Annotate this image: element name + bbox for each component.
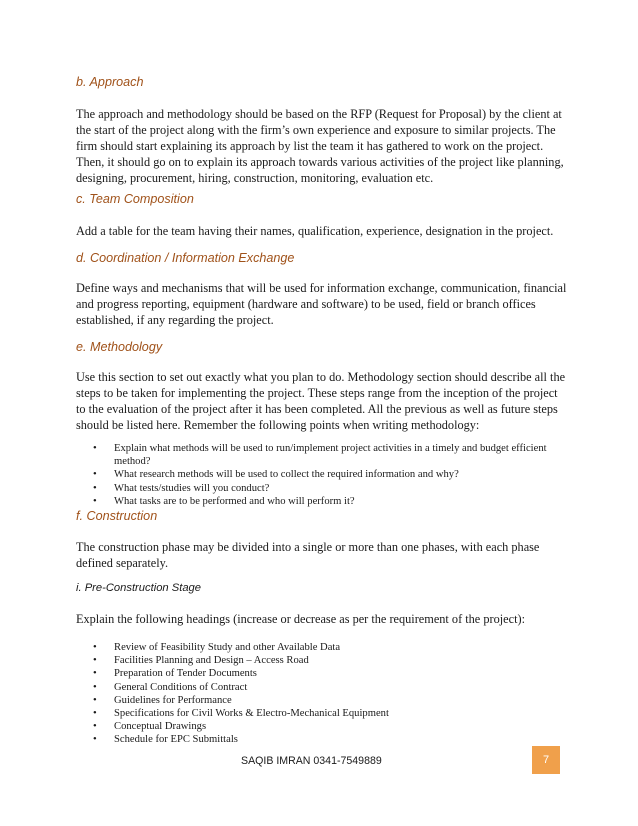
list-item: • What research methods will be used to collect the required information and why?: [76, 468, 568, 481]
heading-coordination: d. Coordination / Information Exchange: [76, 251, 295, 265]
methodology-bullet-list: [76, 442, 568, 508]
heading-construction: f. Construction: [76, 509, 158, 523]
paragraph-pre-construction: Explain the following headings (increase or decrease as per the requirement of the project):: [76, 612, 525, 626]
paragraph-coordination: Define ways and mechanisms that will be used for information exchange, communication, financial and progress reporting, equipment (hardware and software) to be used, field or branch offices established, if any regarding the project.: [76, 281, 567, 327]
list-item: • Schedule for EPC Submittals: [76, 733, 568, 746]
list-item: • Facilities Planning and Design – Access Road: [76, 654, 568, 667]
list-item: • Preparation of Tender Documents: [76, 667, 568, 680]
paragraph-methodology: Use this section to set out exactly what you plan to do. Methodology section should describe all the steps to be taken for implementing the project. These steps range from the inception of the project to the evaluation of the project after it has been completed. All the previous as well as future steps should be listed here. Remember the following points when writing methodology:: [76, 370, 566, 432]
heading-approach: b. Approach: [76, 75, 144, 89]
pre-construction-bullet-list: [76, 641, 568, 747]
list-item: • Explain what methods will be used to run/implement project activities in a timely and budget efficient method?: [76, 442, 568, 468]
list-item: • What tests/studies will you conduct?: [76, 482, 568, 495]
footer-author: SAQIB IMRAN 0341-7549889: [241, 755, 382, 767]
list-item: • Conceptual Drawings: [76, 720, 568, 733]
paragraph-team-composition: Add a table for the team having their names, qualification, experience, designation in the project.: [76, 224, 554, 238]
heading-pre-construction: i. Pre-Construction Stage: [76, 582, 201, 594]
paragraph-approach: The approach and methodology should be based on the RFP (Request for Proposal) by the client at the start of the project along with the firm’s own experience and exposure to similar projects. The firm should start explaining its approach by list the team it has gathered to work on the project. Then, it should go on to explain its approach towards various activities of the project like planning, designing, procurement, hiring, construction, monitoring, evaluation etc.: [76, 107, 564, 185]
list-item: • Review of Feasibility Study and other Available Data: [76, 641, 568, 654]
list-item: • Guidelines for Performance: [76, 694, 568, 707]
heading-methodology: e. Methodology: [76, 340, 163, 354]
page-number: 7: [542, 754, 550, 766]
heading-team-composition: c. Team Composition: [76, 192, 194, 206]
list-item: • Specifications for Civil Works & Electro-Mechanical Equipment: [76, 707, 568, 720]
page-number-badge: [532, 746, 560, 774]
paragraph-construction: The construction phase may be divided into a single or more than one phases, with each phase defined separately.: [76, 540, 540, 570]
list-item: • What tasks are to be performed and who will perform it?: [76, 495, 568, 508]
list-item: • General Conditions of Contract: [76, 681, 568, 694]
